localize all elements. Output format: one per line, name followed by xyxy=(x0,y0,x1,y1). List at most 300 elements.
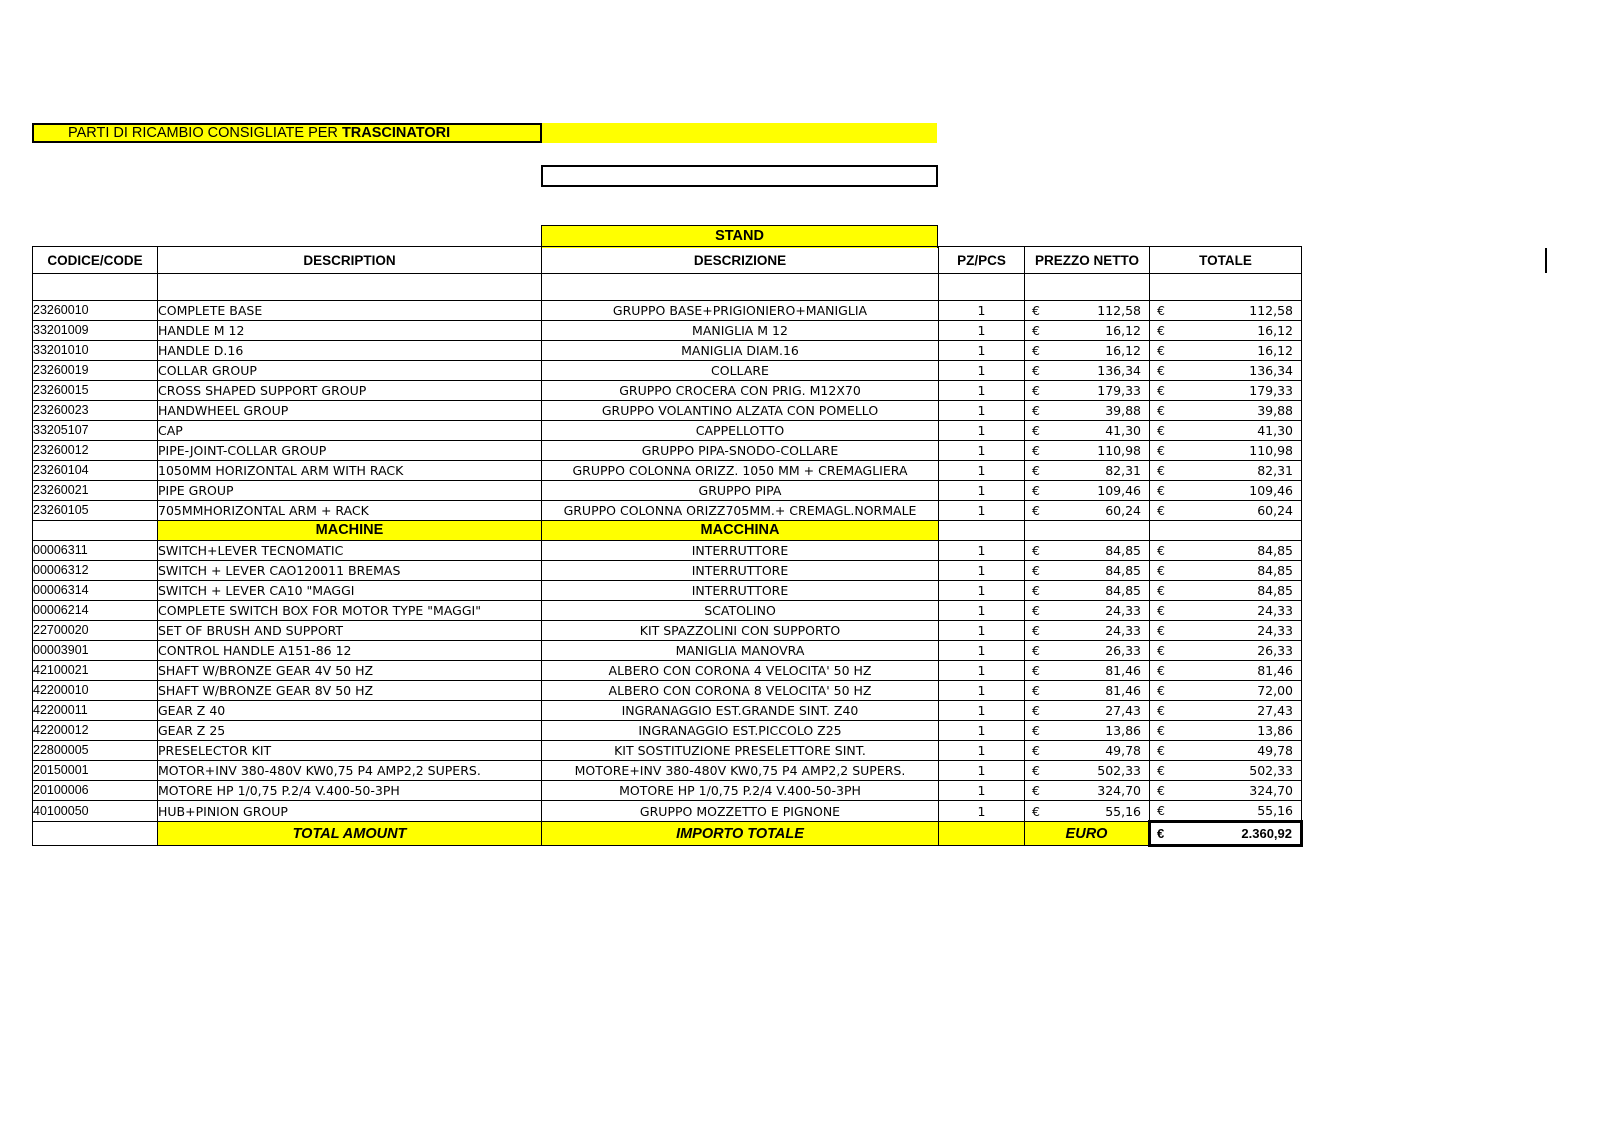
cell-description: SWITCH + LEVER CAO120011 BREMAS xyxy=(158,561,542,581)
currency-symbol: € xyxy=(1157,443,1165,458)
price-value: 60,24 xyxy=(1105,503,1141,518)
cell-code: 20100006 xyxy=(33,781,158,801)
cell-qty: 1 xyxy=(939,761,1025,781)
total-qty-empty xyxy=(939,822,1025,846)
total-value: 72,00 xyxy=(1257,683,1293,698)
total-value: 27,43 xyxy=(1257,703,1293,718)
cell-descrizione: INTERRUTTORE xyxy=(542,581,939,601)
cell-price xyxy=(1025,461,1150,481)
cell-description: CONTROL HANDLE A151-86 12 xyxy=(158,641,542,661)
total-value: 502,33 xyxy=(1249,763,1293,778)
total-value: 84,85 xyxy=(1257,583,1293,598)
currency-symbol: € xyxy=(1157,663,1165,678)
cell-description: COMPLETE BASE xyxy=(158,301,542,321)
cell-qty: 1 xyxy=(939,721,1025,741)
cell-descrizione: GRUPPO PIPA xyxy=(542,481,939,501)
cell-price xyxy=(1025,541,1150,561)
cell-qty: 1 xyxy=(939,381,1025,401)
cell-total xyxy=(1150,501,1302,521)
cell-descrizione: INGRANAGGIO EST.GRANDE SINT. Z40 xyxy=(542,701,939,721)
cell-description: MOTORE HP 1/0,75 P.2/4 V.400-50-3PH xyxy=(158,781,542,801)
price-value: 24,33 xyxy=(1105,603,1141,618)
currency-symbol: € xyxy=(1032,483,1040,498)
cell-description: SET OF BRUSH AND SUPPORT xyxy=(158,621,542,641)
price-value: 24,33 xyxy=(1105,623,1141,638)
cell-description: 705MMHORIZONTAL ARM + RACK xyxy=(158,501,542,521)
cell-descrizione: MANIGLIA MANOVRA xyxy=(542,641,939,661)
cell-price xyxy=(1025,581,1150,601)
currency-symbol: € xyxy=(1032,743,1040,758)
total-value: 110,98 xyxy=(1249,443,1293,458)
cell-qty: 1 xyxy=(939,461,1025,481)
total-value: 39,88 xyxy=(1257,403,1293,418)
table-row xyxy=(33,401,1302,421)
cell-code: 00006311 xyxy=(33,541,158,561)
currency-symbol: € xyxy=(1032,783,1040,798)
cell-description: COMPLETE SWITCH BOX FOR MOTOR TYPE "MAGGI" xyxy=(158,601,542,621)
machine-label-en: MACHINE xyxy=(158,521,542,541)
price-value: 179,33 xyxy=(1097,383,1141,398)
currency-symbol: € xyxy=(1157,603,1165,618)
price-value: 324,70 xyxy=(1097,783,1141,798)
total-value: 41,30 xyxy=(1257,423,1293,438)
table-row xyxy=(33,441,1302,461)
cell-descrizione: INTERRUTTORE xyxy=(542,561,939,581)
table-row xyxy=(33,661,1302,681)
cell-code: 23260019 xyxy=(33,361,158,381)
cell-descrizione: CAPPELLOTTO xyxy=(542,421,939,441)
cell-description: PIPE GROUP xyxy=(158,481,542,501)
currency-symbol: € xyxy=(1032,643,1040,658)
col-header-total: TOTALE xyxy=(1150,247,1302,274)
cell-code: 00006314 xyxy=(33,581,158,601)
price-value: 27,43 xyxy=(1105,703,1141,718)
total-value: 49,78 xyxy=(1257,743,1293,758)
total-value: 13,86 xyxy=(1257,723,1293,738)
cell-total xyxy=(1150,601,1302,621)
currency-symbol: € xyxy=(1032,723,1040,738)
document-title xyxy=(32,123,542,143)
total-value: 24,33 xyxy=(1257,623,1293,638)
cell-total xyxy=(1150,801,1302,822)
cell-code: 42200011 xyxy=(33,701,158,721)
cell-price xyxy=(1025,641,1150,661)
cell-qty: 1 xyxy=(939,301,1025,321)
col-header-descrizione: DESCRIZIONE xyxy=(542,247,939,274)
stand-section-label: STAND xyxy=(541,225,938,248)
price-value: 82,31 xyxy=(1105,463,1141,478)
cell-descrizione: KIT SPAZZOLINI CON SUPPORTO xyxy=(542,621,939,641)
cell-descrizione: GRUPPO COLONNA ORIZZ. 1050 MM + CREMAGLIERA xyxy=(542,461,939,481)
currency-symbol: € xyxy=(1032,603,1040,618)
currency-symbol: € xyxy=(1157,623,1165,638)
cell-price xyxy=(1025,661,1150,681)
cell-description: MOTOR+INV 380-480V KW0,75 P4 AMP2,2 SUPERS. xyxy=(158,761,542,781)
cell-description: SWITCH + LEVER CA10 "MAGGI xyxy=(158,581,542,601)
price-value: 16,12 xyxy=(1105,323,1141,338)
cell-descrizione: ALBERO CON CORONA 8 VELOCITA' 50 HZ xyxy=(542,681,939,701)
cell-qty: 1 xyxy=(939,701,1025,721)
price-value: 26,33 xyxy=(1105,643,1141,658)
cell-total xyxy=(1150,441,1302,461)
price-value: 502,33 xyxy=(1097,763,1141,778)
currency-symbol: € xyxy=(1032,443,1040,458)
currency-symbol: € xyxy=(1032,763,1040,778)
table-row xyxy=(33,621,1302,641)
table-row xyxy=(33,601,1302,621)
cell-descrizione: INGRANAGGIO EST.PICCOLO Z25 xyxy=(542,721,939,741)
cell-code: 23260105 xyxy=(33,501,158,521)
cell-code: 22800005 xyxy=(33,741,158,761)
title-bold: TRASCINATORI xyxy=(341,125,451,141)
currency-symbol: € xyxy=(1032,703,1040,718)
currency-symbol: € xyxy=(1032,543,1040,558)
cell-qty: 1 xyxy=(939,601,1025,621)
currency-symbol: € xyxy=(1157,503,1165,518)
cell-qty: 1 xyxy=(939,661,1025,681)
cell-qty: 1 xyxy=(939,741,1025,761)
cell-price xyxy=(1025,361,1150,381)
currency-symbol: € xyxy=(1157,583,1165,598)
currency-symbol: € xyxy=(1032,383,1040,398)
currency-symbol: € xyxy=(1157,403,1165,418)
table-row xyxy=(33,381,1302,401)
cell-descrizione: INTERRUTTORE xyxy=(542,541,939,561)
cell-code: 23260012 xyxy=(33,441,158,461)
currency-symbol: € xyxy=(1157,783,1165,798)
cell-total xyxy=(1150,641,1302,661)
cell-code: 00006214 xyxy=(33,601,158,621)
cell-code: 33201009 xyxy=(33,321,158,341)
cell-price xyxy=(1025,621,1150,641)
table-row xyxy=(33,681,1302,701)
cell-description: HANDLE M 12 xyxy=(158,321,542,341)
cell-qty: 1 xyxy=(939,481,1025,501)
cell-descrizione: ALBERO CON CORONA 4 VELOCITA' 50 HZ xyxy=(542,661,939,681)
price-value: 41,30 xyxy=(1105,423,1141,438)
cell-code: 40100050 xyxy=(33,801,158,822)
cell-description: HUB+PINION GROUP xyxy=(158,801,542,822)
cell-total xyxy=(1150,741,1302,761)
total-value: 60,24 xyxy=(1257,503,1293,518)
table-row xyxy=(33,361,1302,381)
total-label-it: IMPORTO TOTALE xyxy=(542,822,939,846)
currency-symbol: € xyxy=(1157,763,1165,778)
total-value: 81,46 xyxy=(1257,663,1293,678)
cell-descrizione: GRUPPO COLONNA ORIZZ705MM.+ CREMAGL.NORMALE xyxy=(542,501,939,521)
cell-code: 33201010 xyxy=(33,341,158,361)
cell-total xyxy=(1150,681,1302,701)
cell-description: SHAFT W/BRONZE GEAR 4V 50 HZ xyxy=(158,661,542,681)
cell-qty: 1 xyxy=(939,401,1025,421)
currency-symbol: € xyxy=(1157,483,1165,498)
price-value: 39,88 xyxy=(1105,403,1141,418)
cell-price xyxy=(1025,301,1150,321)
currency-symbol: € xyxy=(1032,503,1040,518)
cell-total xyxy=(1150,421,1302,441)
table-row xyxy=(33,701,1302,721)
cell-code: 00003901 xyxy=(33,641,158,661)
cell-price xyxy=(1025,341,1150,361)
currency-symbol: € xyxy=(1157,683,1165,698)
total-value: 324,70 xyxy=(1249,783,1293,798)
cell-description: GEAR Z 25 xyxy=(158,721,542,741)
cell-price xyxy=(1025,741,1150,761)
cell-code: 22700020 xyxy=(33,621,158,641)
col-header-description: DESCRIPTION xyxy=(158,247,542,274)
machine-section-row xyxy=(33,521,1302,541)
cell-total xyxy=(1150,661,1302,681)
table-row xyxy=(33,721,1302,741)
price-value: 81,46 xyxy=(1105,683,1141,698)
cell-descrizione: MOTORE+INV 380-480V KW0,75 P4 AMP2,2 SUPERS. xyxy=(542,761,939,781)
col-header-qty: PZ/PCS xyxy=(939,247,1025,274)
cell-code: 23260104 xyxy=(33,461,158,481)
spare-parts-table xyxy=(32,246,1303,847)
cell-total xyxy=(1150,301,1302,321)
grand-total xyxy=(1150,822,1302,846)
total-currency-word: EURO xyxy=(1025,822,1150,846)
total-value: 55,16 xyxy=(1257,803,1293,818)
currency-symbol: € xyxy=(1157,643,1165,658)
total-row xyxy=(33,822,1302,846)
cell-code: 42100021 xyxy=(33,661,158,681)
currency-symbol: € xyxy=(1157,463,1165,478)
total-value: 84,85 xyxy=(1257,563,1293,578)
col-header-code: CODICE/CODE xyxy=(33,247,158,274)
grand-total-value: 2.360,92 xyxy=(1241,826,1292,841)
cell-descrizione: GRUPPO VOLANTINO ALZATA CON POMELLO xyxy=(542,401,939,421)
cell-price xyxy=(1025,801,1150,822)
col-header-price: PREZZO NETTO xyxy=(1025,247,1150,274)
cell-total xyxy=(1150,321,1302,341)
total-value: 179,33 xyxy=(1249,383,1293,398)
table-row xyxy=(33,781,1302,801)
cell-descrizione: SCATOLINO xyxy=(542,601,939,621)
total-value: 82,31 xyxy=(1257,463,1293,478)
currency-symbol: € xyxy=(1032,463,1040,478)
cell-description: CROSS SHAPED SUPPORT GROUP xyxy=(158,381,542,401)
currency-symbol: € xyxy=(1157,743,1165,758)
empty-row xyxy=(33,274,1302,301)
cell-code: 23260010 xyxy=(33,301,158,321)
cell-descrizione: COLLARE xyxy=(542,361,939,381)
cell-descrizione: GRUPPO MOZZETTO E PIGNONE xyxy=(542,801,939,822)
price-value: 136,34 xyxy=(1097,363,1141,378)
total-value: 84,85 xyxy=(1257,543,1293,558)
cell-price xyxy=(1025,601,1150,621)
cell-qty: 1 xyxy=(939,781,1025,801)
cell-qty: 1 xyxy=(939,621,1025,641)
cell-qty: 1 xyxy=(939,541,1025,561)
cell-code: 42200012 xyxy=(33,721,158,741)
cell-qty: 1 xyxy=(939,501,1025,521)
currency-symbol: € xyxy=(1157,383,1165,398)
cell-code: 00006312 xyxy=(33,561,158,581)
price-value: 55,16 xyxy=(1105,803,1141,819)
title-highlight-extension xyxy=(542,123,937,143)
price-value: 84,85 xyxy=(1105,543,1141,558)
cell-code: 20150001 xyxy=(33,761,158,781)
table-row xyxy=(33,481,1302,501)
currency-symbol: € xyxy=(1157,723,1165,738)
cell-price xyxy=(1025,681,1150,701)
total-value: 112,58 xyxy=(1249,303,1293,318)
cell-descrizione: KIT SOSTITUZIONE PRESELETTORE SINT. xyxy=(542,741,939,761)
total-value: 24,33 xyxy=(1257,603,1293,618)
total-value: 109,46 xyxy=(1249,483,1293,498)
cell-description: 1050MM HORIZONTAL ARM WITH RACK xyxy=(158,461,542,481)
price-value: 84,85 xyxy=(1105,563,1141,578)
cell-code: 33205107 xyxy=(33,421,158,441)
cell-price xyxy=(1025,561,1150,581)
table-row xyxy=(33,421,1302,441)
title-prefix: PARTI DI RICAMBIO CONSIGLIATE PER xyxy=(68,125,342,141)
cell-price xyxy=(1025,321,1150,341)
currency-symbol: € xyxy=(1032,343,1040,358)
table-row xyxy=(33,581,1302,601)
machine-label-it: MACCHINA xyxy=(542,521,939,541)
currency-symbol: € xyxy=(1032,683,1040,698)
cell-qty: 1 xyxy=(939,561,1025,581)
cell-description: HANDLE D.16 xyxy=(158,341,542,361)
cell-total xyxy=(1150,341,1302,361)
price-value: 84,85 xyxy=(1105,583,1141,598)
currency-symbol: € xyxy=(1032,403,1040,418)
total-value: 16,12 xyxy=(1257,323,1293,338)
cell-descrizione: MANIGLIA DIAM.16 xyxy=(542,341,939,361)
cell-total xyxy=(1150,381,1302,401)
cell-description: COLLAR GROUP xyxy=(158,361,542,381)
currency-symbol: € xyxy=(1157,323,1165,338)
cell-qty: 1 xyxy=(939,321,1025,341)
cell-description: PRESELECTOR KIT xyxy=(158,741,542,761)
cell-qty: 1 xyxy=(939,341,1025,361)
currency-symbol: € xyxy=(1157,343,1165,358)
cell-description: SWITCH+LEVER TECNOMATIC xyxy=(158,541,542,561)
total-label-en: TOTAL AMOUNT xyxy=(158,822,542,846)
cell-descrizione: MOTORE HP 1/0,75 P.2/4 V.400-50-3PH xyxy=(542,781,939,801)
table-row xyxy=(33,461,1302,481)
table-row xyxy=(33,561,1302,581)
cell-qty: 1 xyxy=(939,801,1025,822)
table-row xyxy=(33,341,1302,361)
table-row xyxy=(33,641,1302,661)
cell-qty: 1 xyxy=(939,441,1025,461)
price-value: 110,98 xyxy=(1097,443,1141,458)
table-row xyxy=(33,301,1302,321)
cell-price xyxy=(1025,481,1150,501)
price-value: 109,46 xyxy=(1097,483,1141,498)
currency-symbol: € xyxy=(1157,423,1165,438)
cell-total xyxy=(1150,721,1302,741)
cell-total xyxy=(1150,761,1302,781)
cell-price xyxy=(1025,721,1150,741)
cell-total xyxy=(1150,561,1302,581)
cell-description: GEAR Z 40 xyxy=(158,701,542,721)
cell-code: 23260023 xyxy=(33,401,158,421)
currency-symbol: € xyxy=(1032,563,1040,578)
cell-description: CAP xyxy=(158,421,542,441)
currency-symbol: € xyxy=(1032,803,1040,819)
currency-symbol: € xyxy=(1157,803,1165,818)
cell-price xyxy=(1025,401,1150,421)
cell-qty: 1 xyxy=(939,581,1025,601)
price-value: 16,12 xyxy=(1105,343,1141,358)
table-row xyxy=(33,501,1302,521)
cell-price xyxy=(1025,501,1150,521)
currency-symbol: € xyxy=(1032,323,1040,338)
cell-total xyxy=(1150,361,1302,381)
cell-total xyxy=(1150,541,1302,561)
table-header-row xyxy=(33,247,1302,274)
price-value: 13,86 xyxy=(1105,723,1141,738)
cell-price xyxy=(1025,421,1150,441)
table-row xyxy=(33,741,1302,761)
currency-symbol: € xyxy=(1157,303,1165,318)
cell-descrizione: GRUPPO BASE+PRIGIONIERO+MANIGLIA xyxy=(542,301,939,321)
cell-price xyxy=(1025,781,1150,801)
cell-descrizione: MANIGLIA M 12 xyxy=(542,321,939,341)
cell-code: 42200010 xyxy=(33,681,158,701)
cell-total xyxy=(1150,781,1302,801)
cell-description: HANDWHEEL GROUP xyxy=(158,401,542,421)
table-row xyxy=(33,761,1302,781)
currency-symbol: € xyxy=(1032,363,1040,378)
currency-symbol: € xyxy=(1032,303,1040,318)
table-row xyxy=(33,321,1302,341)
cell-qty: 1 xyxy=(939,421,1025,441)
currency-symbol: € xyxy=(1032,623,1040,638)
cell-description: PIPE-JOINT-COLLAR GROUP xyxy=(158,441,542,461)
cell-code: 23260021 xyxy=(33,481,158,501)
cell-qty: 1 xyxy=(939,681,1025,701)
cell-total xyxy=(1150,401,1302,421)
currency-symbol: € xyxy=(1032,583,1040,598)
total-value: 26,33 xyxy=(1257,643,1293,658)
total-value: 16,12 xyxy=(1257,343,1293,358)
currency-symbol: € xyxy=(1157,563,1165,578)
table-row xyxy=(33,801,1302,822)
cell-total xyxy=(1150,481,1302,501)
empty-input-box xyxy=(541,165,938,187)
cell-price xyxy=(1025,701,1150,721)
currency-symbol: € xyxy=(1032,663,1040,678)
price-value: 112,58 xyxy=(1097,303,1141,318)
cell-code: 23260015 xyxy=(33,381,158,401)
cell-price xyxy=(1025,381,1150,401)
total-value: 136,34 xyxy=(1249,363,1293,378)
cell-price xyxy=(1025,761,1150,781)
cell-description: SHAFT W/BRONZE GEAR 8V 50 HZ xyxy=(158,681,542,701)
cell-price xyxy=(1025,441,1150,461)
cell-descrizione: GRUPPO CROCERA CON PRIG. M12X70 xyxy=(542,381,939,401)
price-value: 81,46 xyxy=(1105,663,1141,678)
cell-total xyxy=(1150,621,1302,641)
cell-total xyxy=(1150,581,1302,601)
cell-total xyxy=(1150,461,1302,481)
currency-symbol: € xyxy=(1157,826,1165,841)
cell-total xyxy=(1150,701,1302,721)
cell-qty: 1 xyxy=(939,641,1025,661)
currency-symbol: € xyxy=(1157,363,1165,378)
currency-symbol: € xyxy=(1157,543,1165,558)
cell-descrizione: GRUPPO PIPA-SNODO-COLLARE xyxy=(542,441,939,461)
currency-symbol: € xyxy=(1032,423,1040,438)
table-row xyxy=(33,541,1302,561)
price-value: 49,78 xyxy=(1105,743,1141,758)
currency-symbol: € xyxy=(1157,703,1165,718)
